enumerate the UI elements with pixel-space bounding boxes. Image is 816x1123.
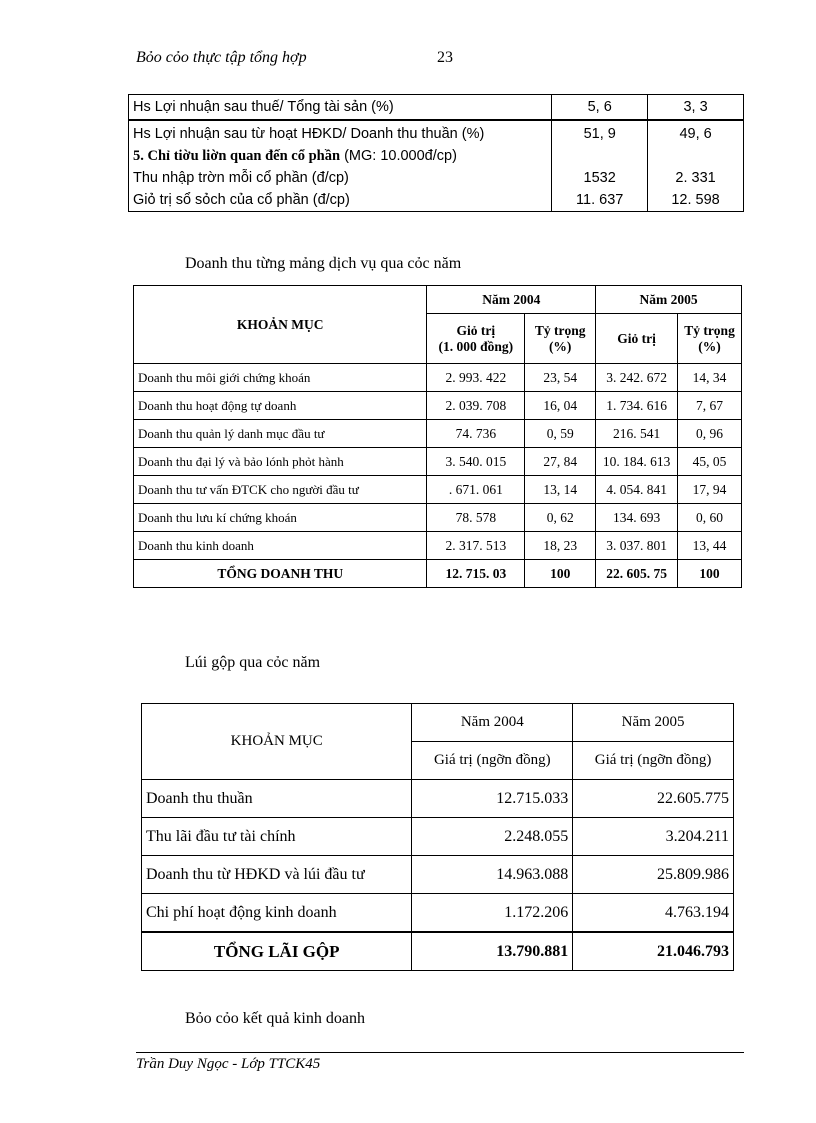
revenue-table <box>133 285 742 588</box>
ratios-table <box>128 94 744 212</box>
revenue-rows <box>134 364 742 560</box>
share-2005: 17, 94 <box>678 476 742 504</box>
total-label: TỔNG DOANH THU <box>134 560 427 588</box>
header-value-2004: Giá trị (ngỡn đồng) <box>412 742 573 780</box>
ratio-value-2004: 5, 6 <box>552 95 648 121</box>
ratio-value-2004: 51, 9 <box>552 123 648 145</box>
revenue-item: Doanh thu kinh doanh <box>134 532 427 560</box>
profit-table <box>141 703 734 971</box>
report-caption: Bỏo cỏo kết quả kinh doanh <box>185 1010 365 1027</box>
value-2004: 78. 578 <box>427 504 525 532</box>
value-2004: 2. 039. 708 <box>427 392 525 420</box>
table-row <box>129 123 744 145</box>
total-share-2005: 100 <box>678 560 742 588</box>
share-2004: 16, 04 <box>525 392 596 420</box>
header-value-2005: Giá trị (ngỡn đồng) <box>573 742 734 780</box>
ratio-value-2004: 1532 <box>552 167 648 189</box>
share-2004: 23, 54 <box>525 364 596 392</box>
header-year-2005: Năm 2005 <box>596 286 742 314</box>
revenue-caption: Doanh thu từng mảng dịch vụ qua cỏc năm <box>185 255 462 272</box>
value-2005: 25.809.986 <box>573 856 734 894</box>
header-share-2005 <box>678 314 742 364</box>
table-row <box>129 95 744 121</box>
header-item: KHOẢN MỤC <box>134 286 427 364</box>
table-row <box>142 856 734 894</box>
ratio-label: Giỏ trị sổ sỏch của cổ phần (đ/cp) <box>129 189 552 212</box>
value-2004: 2. 317. 513 <box>427 532 525 560</box>
share-2005: 0, 60 <box>678 504 742 532</box>
value-2004: 2. 993. 422 <box>427 364 525 392</box>
total-share-2004: 100 <box>525 560 596 588</box>
section-heading-bold: 5. Chỉ tiờu liờn quan đến cổ phần <box>133 147 341 164</box>
table-total-row <box>134 560 742 588</box>
share-2004: 27, 84 <box>525 448 596 476</box>
value-2005: 22.605.775 <box>573 780 734 818</box>
header-value-2005: Giỏ trị <box>596 314 678 364</box>
share-2005: 13, 44 <box>678 532 742 560</box>
profit-item: Doanh thu thuần <box>142 780 412 818</box>
table-row <box>142 894 734 933</box>
profit-item: Chi phí hoạt động kinh doanh <box>142 894 412 933</box>
share-2004: 0, 59 <box>525 420 596 448</box>
header-value-line1: Giỏ trị <box>456 322 496 338</box>
value-2005: 4.763.194 <box>573 894 734 933</box>
header-year-2005: Năm 2005 <box>573 704 734 742</box>
ratio-section-heading <box>129 145 552 167</box>
table-row <box>129 189 744 212</box>
header-value-2004 <box>427 314 525 364</box>
ratio-label: Hs Lợi nhuận sau thuế/ Tổng tài sản (%) <box>129 95 552 121</box>
ratio-label: Thu nhập trờn mỗi cổ phần (đ/cp) <box>129 167 552 189</box>
value-2005: 134. 693 <box>596 504 678 532</box>
table-row <box>129 167 744 189</box>
ratio-value-2005: 3, 3 <box>648 95 744 121</box>
ratio-value-2005: 12. 598 <box>648 189 744 212</box>
table-total-row <box>142 932 734 971</box>
share-2004: 18, 23 <box>525 532 596 560</box>
value-2005: 3. 037. 801 <box>596 532 678 560</box>
header-share-line2: (%) <box>548 338 572 354</box>
header-value-line2: (1. 000 đồng) <box>438 338 514 354</box>
header-share-line1: Tỷ trọng <box>684 322 735 338</box>
table-row <box>134 364 742 392</box>
revenue-item: Doanh thu hoạt động tự doanh <box>134 392 427 420</box>
header-share-line1: Tỷ trọng <box>534 322 586 338</box>
table-row <box>134 532 742 560</box>
ratio-label: Hs Lợi nhuận sau từ hoạt HĐKD/ Doanh thu thuần (%) <box>129 123 552 145</box>
header-year-2004: Năm 2004 <box>427 286 596 314</box>
value-2004: 3. 540. 015 <box>427 448 525 476</box>
table-row <box>134 448 742 476</box>
share-2004: 0, 62 <box>525 504 596 532</box>
share-2005: 45, 05 <box>678 448 742 476</box>
header-share-line2: (%) <box>698 338 721 354</box>
table-header-row <box>134 286 742 314</box>
value-2004: 12.715.033 <box>412 780 573 818</box>
ratio-value-2004: 11. 637 <box>552 189 648 212</box>
header-share-2004 <box>525 314 596 364</box>
ratio-value-2005: 49, 6 <box>648 123 744 145</box>
share-2005: 14, 34 <box>678 364 742 392</box>
value-2005: 10. 184. 613 <box>596 448 678 476</box>
table-header-row <box>142 704 734 742</box>
value-2005: 1. 734. 616 <box>596 392 678 420</box>
value-2004: . 671. 061 <box>427 476 525 504</box>
total-value-2004: 12. 715. 03 <box>427 560 525 588</box>
value-2004: 74. 736 <box>427 420 525 448</box>
value-2005: 216. 541 <box>596 420 678 448</box>
total-value-2005: 21.046.793 <box>573 932 734 971</box>
value-2004: 14.963.088 <box>412 856 573 894</box>
revenue-item: Doanh thu môi giới chứng khoán <box>134 364 427 392</box>
footer-author: Trần Duy Ngọc - Lớp TTCK45 <box>136 1056 321 1072</box>
value-2005: 3.204.211 <box>573 818 734 856</box>
share-2005: 7, 67 <box>678 392 742 420</box>
table-row <box>142 818 734 856</box>
footer-rule <box>136 1052 744 1053</box>
table-row <box>134 476 742 504</box>
table-row <box>134 392 742 420</box>
profit-item: Doanh thu từ HĐKD và lúi đầu tư <box>142 856 412 894</box>
revenue-item: Doanh thu quản lý danh mục đầu tư <box>134 420 427 448</box>
table-row <box>129 145 744 167</box>
profit-caption: Lúi gộp qua cỏc năm <box>185 654 321 671</box>
total-label: TỔNG LÃI GỘP <box>142 932 412 971</box>
total-value-2005: 22. 605. 75 <box>596 560 678 588</box>
value-2005: 3. 242. 672 <box>596 364 678 392</box>
section-heading-note: (MG: 10.000đ/cp) <box>340 147 457 164</box>
value-2005: 4. 054. 841 <box>596 476 678 504</box>
page-header-title: Bỏo cỏo thực tập tổng hợp <box>136 49 307 66</box>
ratio-value-2005: 2. 331 <box>648 167 744 189</box>
header-item: KHOẢN MỤC <box>142 704 412 780</box>
profit-rows <box>142 780 734 933</box>
table-row <box>134 420 742 448</box>
total-value-2004: 13.790.881 <box>412 932 573 971</box>
revenue-item: Doanh thu đại lý và bảo lónh phỏt hành <box>134 448 427 476</box>
share-2005: 0, 96 <box>678 420 742 448</box>
revenue-item: Doanh thu tư vấn ĐTCK cho người đầu tư <box>134 476 427 504</box>
header-year-2004: Năm 2004 <box>412 704 573 742</box>
page-number: 23 <box>437 49 453 66</box>
table-row <box>142 780 734 818</box>
share-2004: 13, 14 <box>525 476 596 504</box>
profit-item: Thu lãi đầu tư tài chính <box>142 818 412 856</box>
value-2004: 2.248.055 <box>412 818 573 856</box>
value-2004: 1.172.206 <box>412 894 573 933</box>
revenue-item: Doanh thu lưu kí chứng khoán <box>134 504 427 532</box>
table-row <box>134 504 742 532</box>
